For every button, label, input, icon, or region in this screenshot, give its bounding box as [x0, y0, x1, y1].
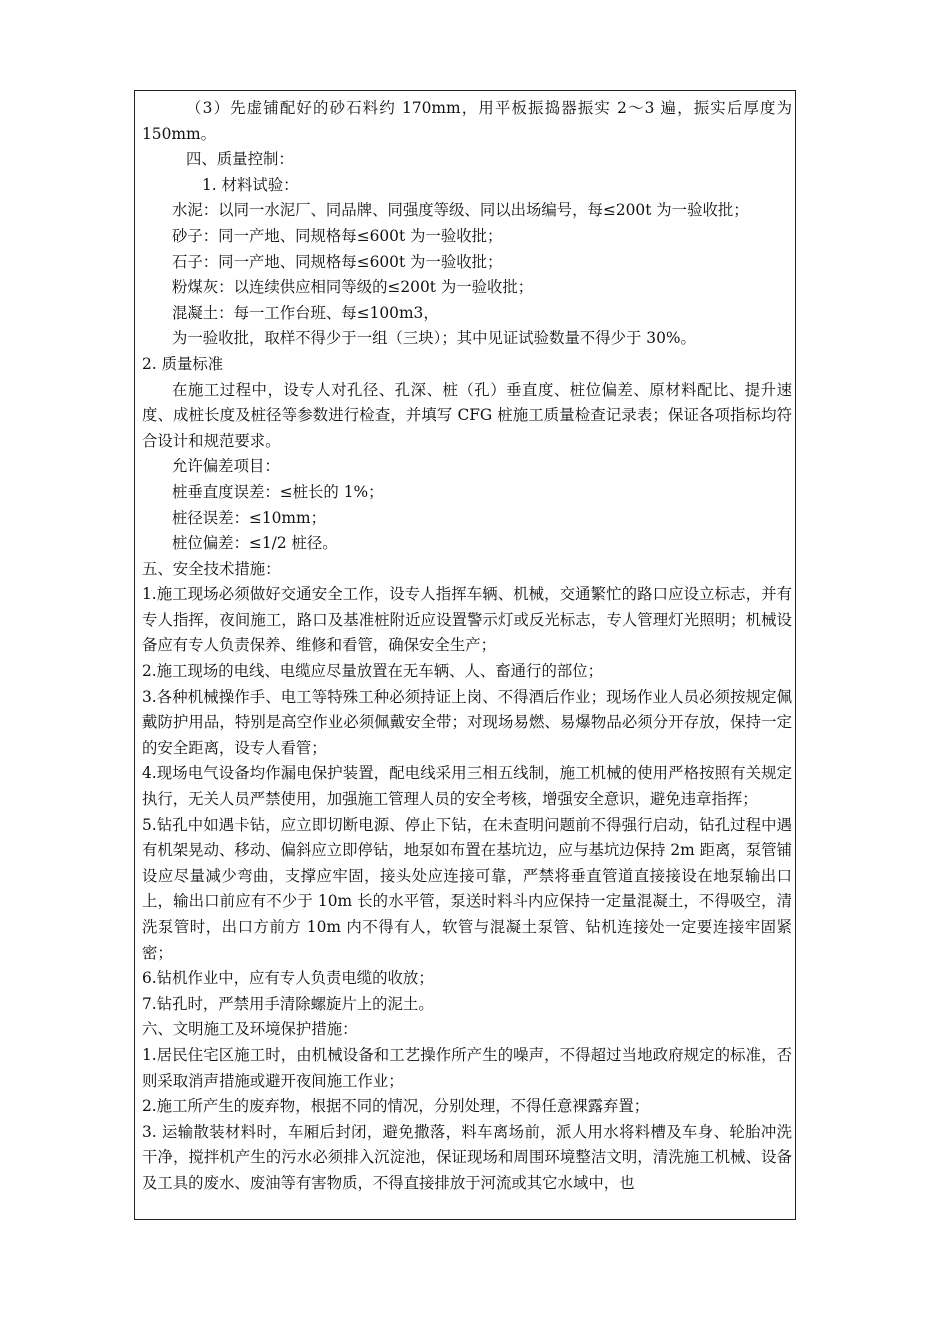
paragraph: 粉煤灰：以连续供应相同等级的≤200t 为一验收批； — [172, 278, 534, 297]
paragraph: 7.钻孔时，严禁用手清除螺旋片上的泥土。 — [142, 994, 434, 1013]
paragraph: 在施工过程中，设专人对孔径、孔深、桩（孔）垂直度、桩位偏差、原材料配比、提升速度、成桩长度及桩径等参数进行检查，并填写 CFG 桩施工质量检查记录表；保证各项指标均符合设计和规范要求。 — [142, 380, 792, 450]
section-heading: 六、文明施工及环境保护措施： — [142, 1020, 358, 1039]
subsection-heading: 1. 材料试验： — [202, 175, 299, 194]
paragraph: 6.钻机作业中，应有专人负责电缆的收放； — [142, 969, 434, 988]
paragraph: 2.施工现场的电线、电缆应尽量放置在无车辆、人、畜通行的部位； — [142, 662, 604, 681]
document-body — [142, 96, 792, 1197]
section-heading: 五、安全技术措施： — [142, 559, 281, 578]
subsection-heading: 2. 质量标准 — [142, 354, 224, 373]
paragraph: 1.施工现场必须做好交通安全工作，设专人指挥车辆、机械，交通繁忙的路口应设立标志，并有专人指挥，夜间施工，路口及基准桩附近应设置警示灯或反光标志，专人管理灯光照明；机械设备应有专人负责保养、维修和看管，确保安全生产； — [142, 585, 792, 655]
paragraph: 2.施工所产生的废弃物，根据不同的情况，分别处理，不得任意裸露弃置； — [142, 1097, 650, 1116]
paragraph: 允许偏差项目： — [172, 457, 280, 476]
paragraph: 3.各种机械操作手、电工等特殊工种必须持证上岗、不得酒后作业；现场作业人员必须按规定佩戴防护用品，特别是高空作业必须佩戴安全带；对现场易燃、易爆物品必须分开存放，保持一定的安全距离，设专人看管； — [142, 687, 792, 757]
paragraph: 5.钻孔中如遇卡钻，应立即切断电源、停止下钻，在未查明问题前不得强行启动，钻孔过程中遇有机架晃动、移动、偏斜应立即停钻，地泵如布置在基坑边，应与基坑边保持 2m 距离，泵管铺设应尽量减少弯曲，支撑应牢固，接头处应连接可靠，严禁将垂直管道直接接设在地泵输出口上，输出口前应有不少于 10m 长的水平管，泵送时料斗内应保持一定量混凝土，不得吸空，清洗泵管时，出口方前方 10m 内不得有人，软管与混凝土泵管、钻机连接处一定要连接牢固紧密； — [142, 815, 792, 962]
paragraph: 3. 运输散装材料时，车厢后封闭，避免撒落，料车离场前，派人用水将料槽及车身、轮胎冲洗干净，搅拌机产生的污水必须排入沉淀池，保证现场和周围环境整洁文明，清洗施工机械、设备及工具的废水、废油等有害物质，不得直接排放于河流或其它水域中，也 — [142, 1122, 792, 1192]
paragraph: 桩垂直度误差：≤桩长的 1%； — [172, 482, 384, 501]
paragraph: 1.居民住宅区施工时，由机械设备和工艺操作所产生的噪声，不得超过当地政府规定的标准，否则采取消声措施或避开夜间施工作业； — [142, 1045, 792, 1090]
paragraph: 砂子：同一产地、同规格每≤600t 为一验收批； — [172, 226, 503, 245]
paragraph: 桩径误差：≤10mm； — [172, 508, 327, 527]
paragraph: （3）先虚铺配好的砂石料约 170mm，用平板振捣器振实 2～3 遍，振实后厚度为 150mm。 — [142, 99, 792, 143]
paragraph: 石子：同一产地、同规格每≤600t 为一验收批； — [172, 252, 503, 271]
paragraph: 4.现场电气设备均作漏电保护装置，配电线采用三相五线制，施工机械的使用严格按照有关规定执行，无关人员严禁使用，加强施工管理人员的安全考核，增强安全意识，避免违章指挥； — [142, 764, 792, 809]
paragraph: 水泥：以同一水泥厂、同品牌、同强度等级、同以出场编号，每≤200t 为一验收批； — [172, 201, 749, 220]
paragraph: 混凝土：每一工作台班、每≤100m3， — [172, 303, 439, 322]
section-heading: 四、质量控制： — [186, 150, 294, 169]
paragraph: 桩位偏差：≤1/2 桩径。 — [172, 534, 338, 553]
paragraph: 为一验收批，取样不得少于一组（三块）；其中见证试验数量不得少于 30%。 — [172, 329, 696, 348]
